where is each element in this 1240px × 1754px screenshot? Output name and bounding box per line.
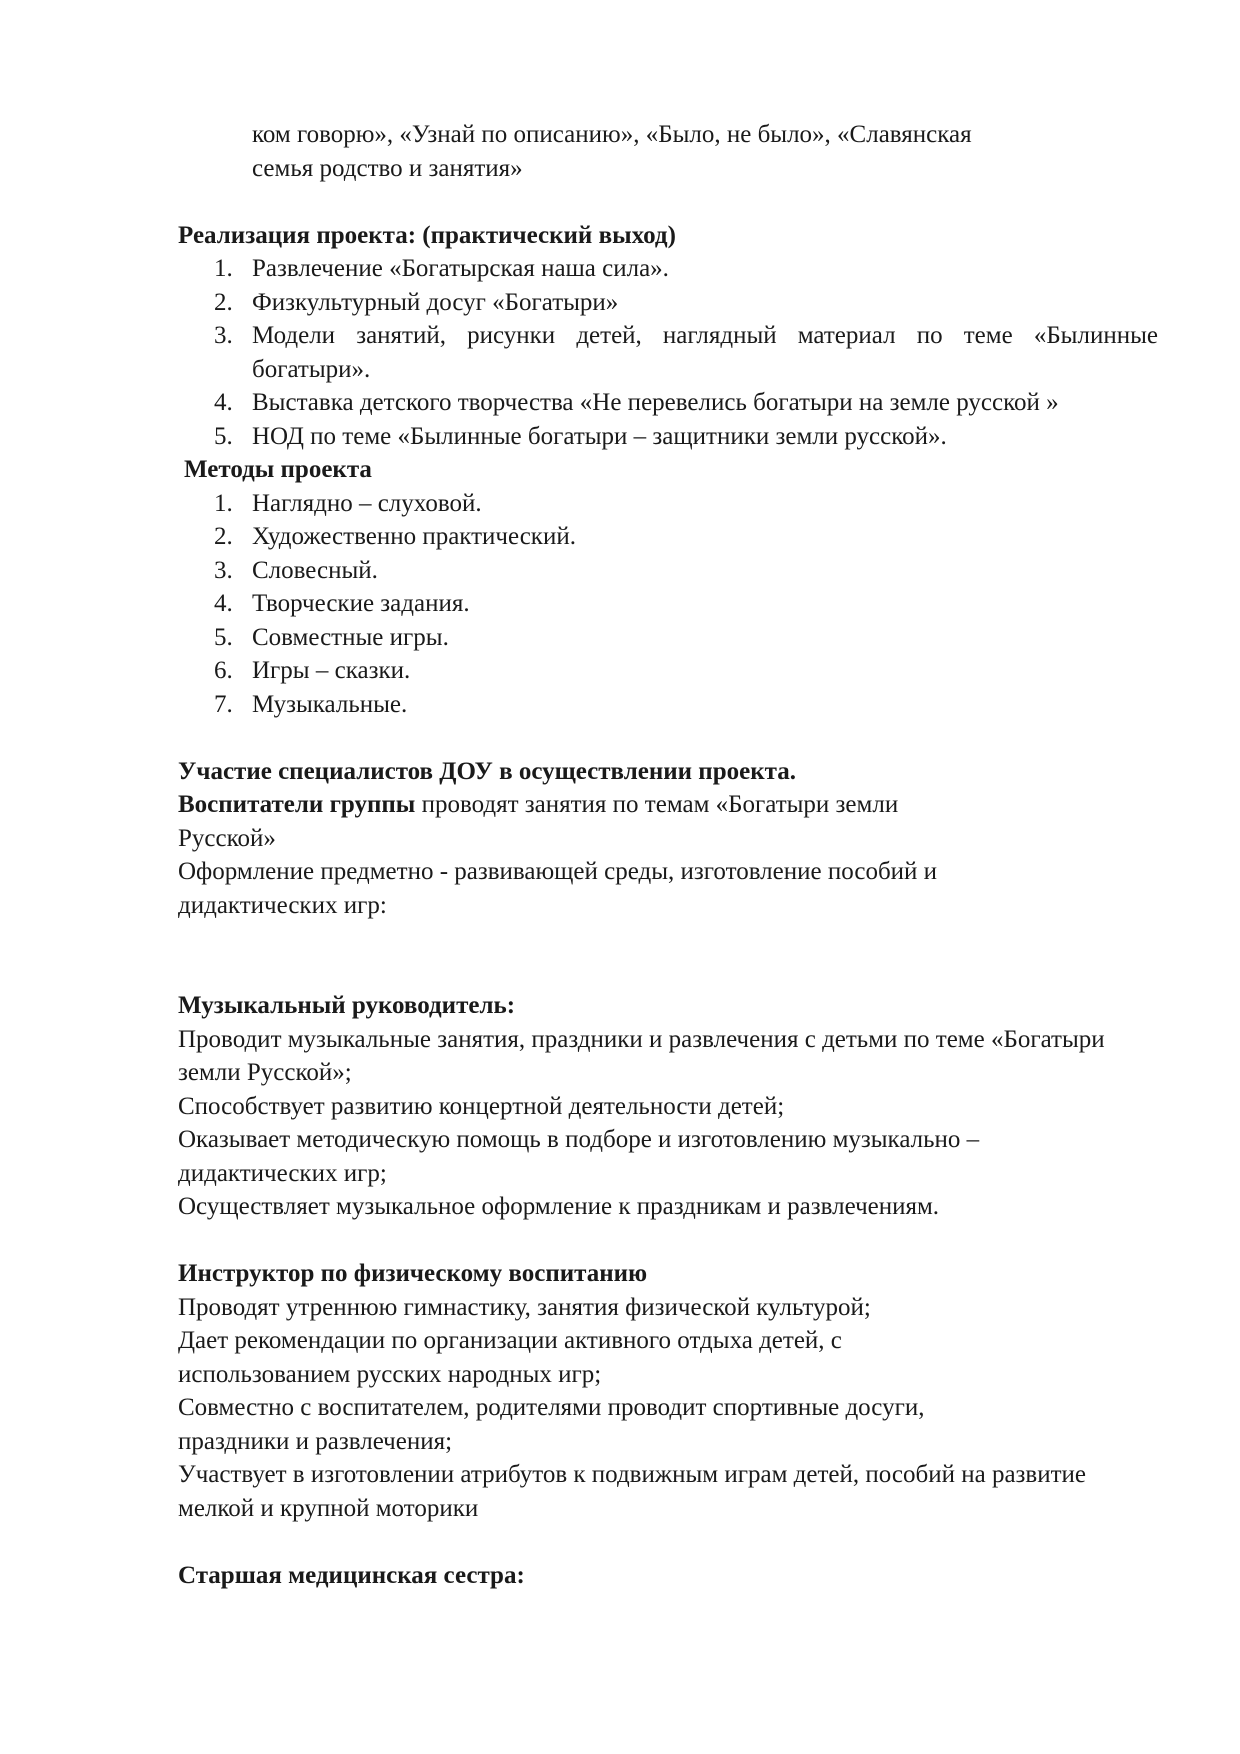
list-item: 3. Модели занятий, рисунки детей, наглядный материал по теме «Былинные богатыри».	[214, 322, 1158, 383]
list-item: 3. Словесный.	[214, 556, 378, 584]
section-heading: Старшая медицинская сестра:	[178, 1561, 525, 1589]
list-item: 2. Физкультурный досуг «Богатыри»	[214, 288, 619, 316]
pe-line: Совместно с воспитателем, родителями проводит спортивные досуги, праздники и развлечения;	[178, 1394, 925, 1455]
specialists-section	[178, 755, 1158, 923]
pe-line: Дает рекомендации по организации активного отдыха детей, с использованием русских народных игр;	[178, 1327, 842, 1388]
educators-extra: Оформление предметно - развивающей среды, изготовление пособий и дидактических игр:	[178, 858, 938, 919]
section-heading: Участие специалистов ДОУ в осуществлении проекта.	[178, 757, 796, 785]
music-section	[178, 989, 1158, 1224]
list-item: 1. Развлечение «Богатырская наша сила».	[214, 255, 669, 282]
list-item: 6. Игры – сказки.	[214, 657, 411, 684]
realization-section	[178, 219, 1158, 454]
methods-section	[178, 453, 1158, 721]
intro-line: семья родство и занятия»	[252, 154, 523, 182]
music-line: Способствует развитию концертной деятельности детей;	[178, 1092, 785, 1120]
list-item: 2. Художественно практический.	[214, 523, 576, 550]
pe-section	[178, 1257, 1158, 1525]
methods-list	[178, 487, 1158, 722]
list-item: 7. Музыкальные.	[214, 690, 408, 718]
educators-label: Воспитатели группы	[178, 791, 416, 818]
intro-continued	[178, 118, 1158, 185]
educators-text: проводят занятия по темам «Богатыри земли Русской»	[178, 791, 899, 852]
list-item: 4. Творческие задания.	[214, 590, 470, 617]
list-item: 4. Выставка детского творчества «Не перевелись богатыри на земле русской »	[214, 389, 1059, 416]
section-heading: Методы проекта	[184, 456, 372, 483]
intro-line: ком говорю», «Узнай по описанию», «Было, не было», «Славянская	[252, 121, 972, 148]
section-heading: Инструктор по физическому воспитанию	[178, 1260, 648, 1287]
list-item: 1. Наглядно – слуховой.	[214, 489, 482, 517]
educators-paragraph	[178, 788, 978, 855]
music-line: Проводит музыкальные занятия, праздники и развлечения с детьми по теме «Богатыри земли Русской»;	[178, 1025, 1105, 1086]
nurse-section	[178, 1559, 1158, 1593]
section-heading: Реализация проекта: (практический выход)	[178, 221, 676, 249]
list-item: 5. НОД по теме «Былинные богатыри – защитники земли русской».	[214, 422, 947, 450]
pe-line: Участвует в изготовлении атрибутов к подвижным играм детей, пособий на развитие мелкой и крупной моторики	[178, 1461, 1086, 1522]
list-item: 5. Совместные игры.	[214, 623, 449, 651]
realization-list	[178, 252, 1158, 453]
music-line: Оказывает методическую помощь в подборе и изготовлению музыкально – дидактических игр;	[178, 1126, 980, 1187]
music-line: Осуществляет музыкальное оформление к праздникам и развлечениям.	[178, 1193, 940, 1220]
pe-line: Проводят утреннюю гимнастику, занятия физической культурой;	[178, 1293, 871, 1321]
section-heading: Музыкальный руководитель:	[178, 992, 516, 1019]
document-page	[178, 118, 1158, 1592]
